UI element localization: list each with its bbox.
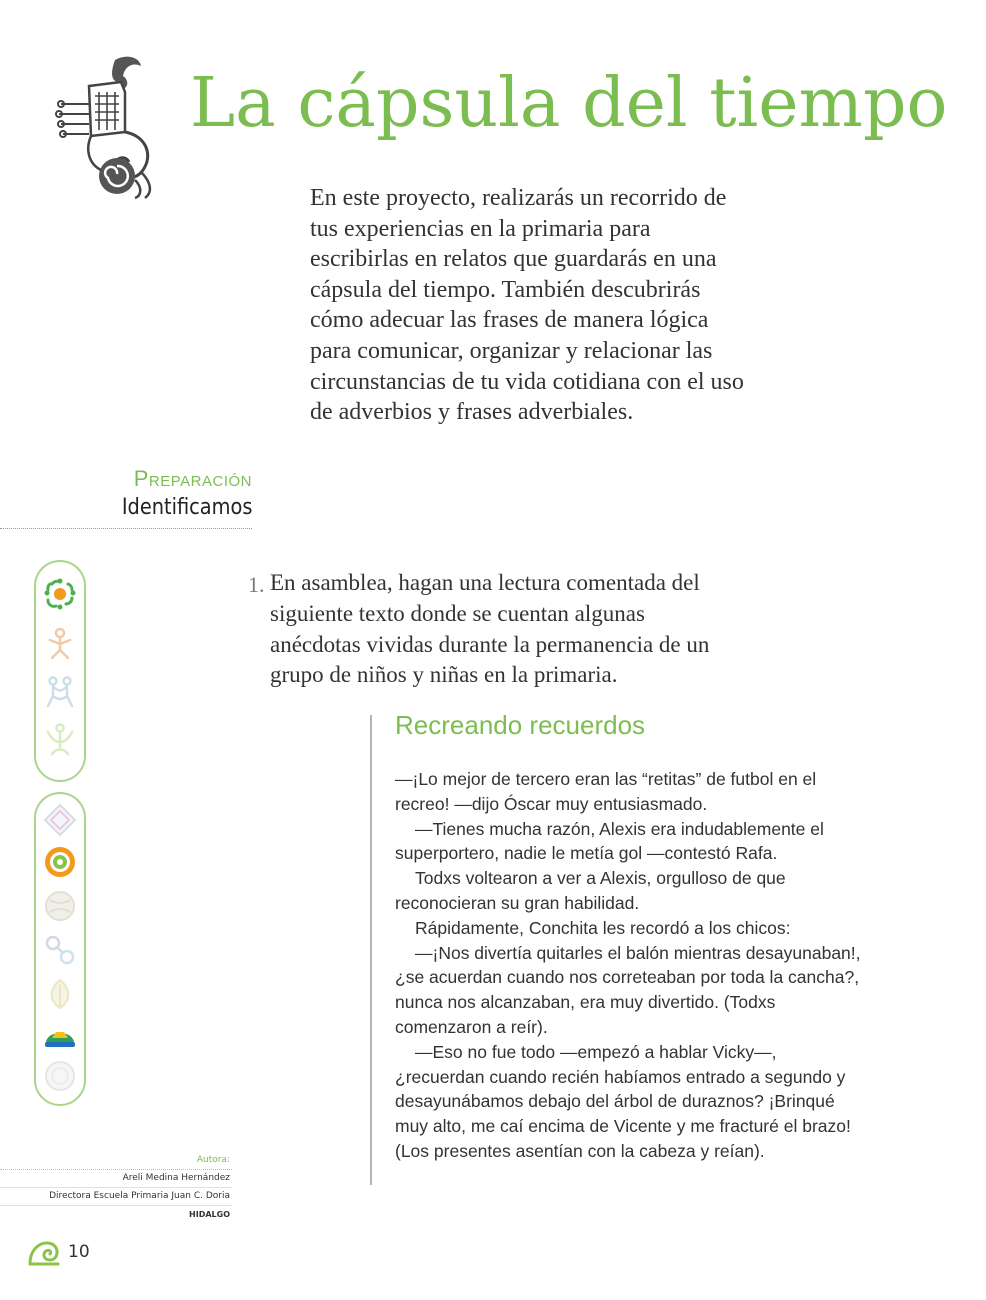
credits-state: HIDALGO <box>189 1210 230 1219</box>
figure-plant-icon <box>42 722 78 758</box>
author-credits <box>0 1152 232 1223</box>
community-icon <box>42 576 78 612</box>
leaf-icon <box>42 976 78 1012</box>
story-paragraph: —Eso no fue todo —empezó a hablar Vicky—, ¿recuerdan cuando recién habíamos entrado a segundo y desayunábamos debajo del árbol de duraznos? ¡Brinqué muy alto, me caí encima de Vicente y me fracturé el brazo! (Los presentes asentían con la cabeza y reían). <box>395 1041 851 1161</box>
story-paragraph: —Tienes mucha razón, Alexis era indudablemente el superportero, nadie le metía gol —contestó Rafa. <box>395 818 824 864</box>
page-number: 10 <box>68 1242 90 1262</box>
story-text <box>395 767 865 1164</box>
diamond-icon <box>42 802 78 838</box>
story-paragraph: Todxs voltearon a ver a Alexis, orgulloso de que reconocieran su gran habilidad. <box>395 868 786 913</box>
circle-icon <box>42 1058 78 1094</box>
story-bar <box>370 715 372 1185</box>
figures-hug-icon <box>42 674 78 710</box>
chain-icon <box>42 932 78 968</box>
credits-label: Autora: <box>0 1152 232 1170</box>
story-title: Recreando recuerdos <box>395 710 646 740</box>
figure-dance-icon <box>42 626 78 662</box>
story-paragraph: Rápidamente, Conchita les recordó a los chicos: <box>415 917 791 938</box>
credits-author: Areli Medina Hernández <box>0 1170 232 1188</box>
story-paragraph: —¡Nos divertía quitarles el balón mientras desayunaban!, ¿se acuerdan cuando nos correteaban por toda la cancha?, nunca nos alcanzaban, era muy divertido. (Todxs comenzaron a reír). <box>395 942 861 1037</box>
turtle-icon <box>42 1018 78 1054</box>
activity-text: En asamblea, hagan una lectura comentada del siguiente texto donde se cuentan algunas anécdotas vividas durante la permanencia de un grupo de niños y niñas en la primaria. <box>270 570 710 688</box>
section-kicker: Preparación <box>133 466 252 491</box>
target-icon <box>42 844 78 880</box>
title-ornament-icon <box>55 52 160 202</box>
section-divider <box>0 528 252 529</box>
sphere-icon <box>42 888 78 924</box>
story-paragraph: —¡Lo mejor de tercero eran las “retitas” de futbol en el recreo! —dijo Óscar muy entusiasmado. <box>395 769 817 814</box>
page-title: La cápsula del tiempo <box>190 64 948 143</box>
section-title: Identificamos <box>121 495 252 520</box>
credits-role: Directora Escuela Primaria Juan C. Doria <box>0 1188 232 1206</box>
spiral-icon <box>28 1238 62 1268</box>
intro-paragraph: En este proyecto, realizarás un recorrido de tus experiencias en la primaria para escribirlas en relatos que guardarás en una cápsula del tiempo. También descubrirás cómo adecuar las frases de manera lógica para comunicar, organizar y relacionar las circunstancias de tu vida cotidiana con el uso de adverbios y frases adverbiales. <box>310 185 744 426</box>
activity-number: 1. <box>248 572 265 597</box>
